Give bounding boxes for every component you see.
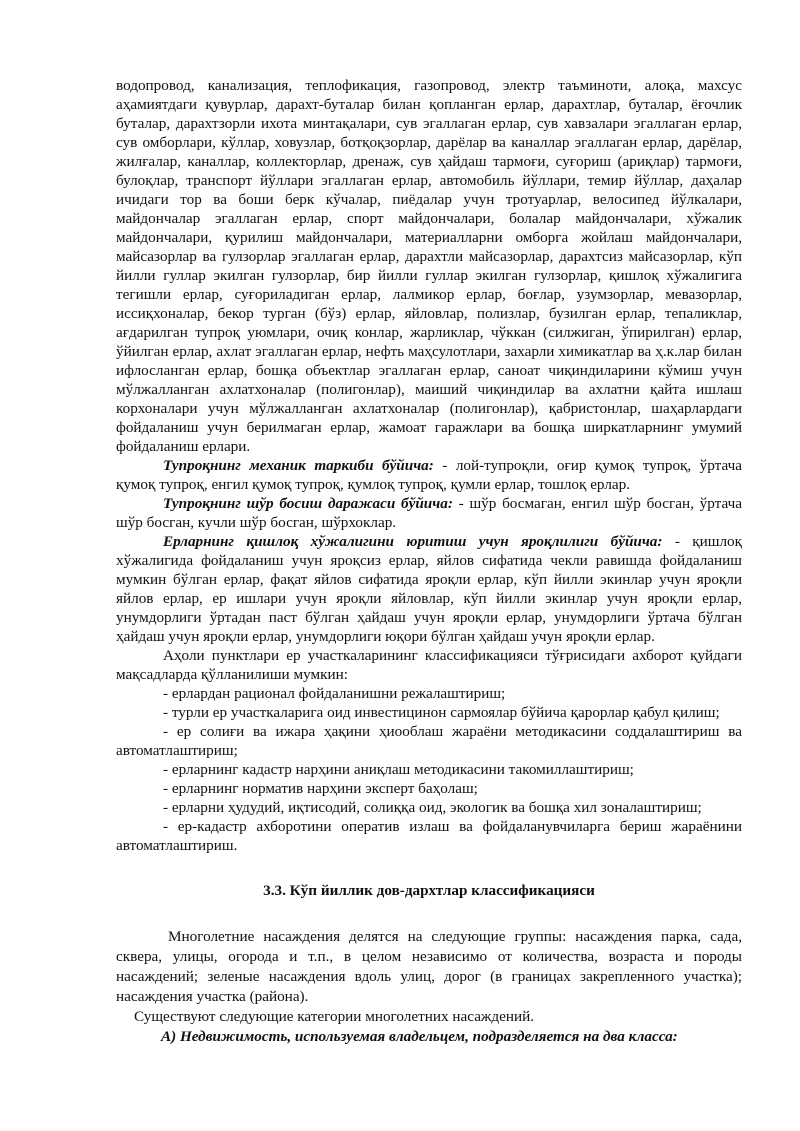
class-mechanical-paragraph	[116, 456, 742, 494]
section-paragraph-3: А) Недвижимость, используемая владельцем, подразделяется на два класса:	[161, 1028, 678, 1045]
usage-item: - ер-кадастр ахборотини оператив излаш ва фойдаланувчиларга бериш жараёнини автоматлаштириш.	[116, 818, 742, 854]
class-suitability-label: Ерларнинг қишлоқ хўжалигини юритиш учун яроқлилиги бўйича:	[163, 533, 663, 550]
usage-item: - ерлардан рационал фойдаланишни режалаштириш;	[163, 685, 506, 702]
class-salinity-label: Тупроқнинг шўр босиш даражаси бўйича:	[163, 495, 453, 512]
usage-item: - ерларнинг норматив нарҳини эксперт баҳолаш;	[163, 780, 478, 797]
class-salinity-paragraph	[116, 494, 742, 532]
class-salinity-text: - шўр босмаган, енгил шўр босган, ўртача шўр босган, кучли шўр босган, шўрхоклар.	[116, 495, 742, 531]
section-heading: 3.3. Кўп йиллик дов-дархтлар классификацияси	[263, 882, 595, 899]
usage-intro: Аҳоли пунктлари ер участкаларининг классификацияси тўғрисидаги ахборот қуйдаги мақсадларда қўлланилиши мумкин:	[116, 647, 742, 683]
document-page	[116, 76, 742, 1047]
class-mechanical-label: Тупроқнинг механик таркиби бўйича:	[163, 457, 434, 474]
class-mechanical-text: - лой-тупроқли, оғир қумоқ тупроқ, ўртача қумоқ тупроқ, енгил қумоқ тупроқ, қумлоқ тупроқ, қумли ерлар, тошлоқ ерлар.	[116, 457, 743, 493]
usage-item: - ер солиғи ва ижара ҳақини ҳиооблаш жараёни методикасини соддалаштириш ва автоматлаштириш;	[116, 723, 742, 759]
intro-paragraph: водопровод, канализация, теплофикация, газопровод, электр таъминоти, алоқа, махсус аҳамиятдаги қувурлар, дарахт-буталар билан қопланган ерлар, дарахтлар, буталар, ёғочлик буталар, дарахтзорли ихота минтақалари, сув эгаллаган ерлар, сув хавзалари эгаллаган ерлар, сув омборлари, кўллар, ховузлар, ботқоқзорлар, дарёлар ва каналлар эгаллаган ерлар, дарёлар, жилғалар, каналлар, коллекторлар, дренаж, сув ҳайдаш тармоғи, суғориш (ариқлар) тармоғи, булоқлар, транспорт йўллари эгаллаган ерлар, автомобиль йўллари, темир йўллар, даҳалар ичидаги тор ва боши берк кўчалар, пиёдалар учун тротуарлар, велосипед йўлкалари, майдончалар эгаллаган ерлар, спорт майдончалари, болалар майдончалари, хўжалик майдончалари, қурилиш майдончалари, материалларни омборга жойлаш майдончалари, майсазорлар ва гулзорлар эгаллаган ерлар, дарахтли майсазорлар, дарахтсиз майсазорлар, кўп йилли гуллар экилган гулзорлар, бир йилли гуллар экилган гулзорлар, қишлоқ хўжалигига тегишли ерлар, суғориладиган ерлар, лалмикор ерлар, боғлар, узумзорлар, мевазорлар, иссиқхоналар, бекор турган (бўз) ерлар, яйловлар, полизлар, бузилган ерлар, тепаликлар, ағдарилган тупроқ уюмлари, очиқ конлар, жарликлар, чўккан (силжиган, ўпирилган) ерлар, ўйилган ерлар, ахлат эгаллаган ерлар, нефть маҳсулотлари, захарли химикатлар ва ҳ.к.лар билан ифлосланган ерлар, бошқа объектлар эгаллаган ерлар, саноат чиқиндиларини кўмиш учун мўлжалланган ахлатхоналар (полигонлар), маиший чиқиндилар ва ахлатни қайта ишлаш корхоналари учун мўлжалланган ахлатхоналар (полигонлар), қабристонлар, шаҳарлардаги фойдаланиш учун берилмаган ерлар, жамоат гаражлари ва бошқа ширкатларнинг умумий фойдаланиш ерлари.	[116, 77, 742, 455]
class-suitability-text: - қишлоқ хўжалигида фойдаланиш учун яроқсиз ерлар, яйлов сифатида чекли равишда фойдаланиш мумкин бўлган ерлар, фақат яйлов сифатида яроқли ерлар, кўп йилли экинлар учун яроқли яйлов ерлар, ер ишлари учун яроқли яйловлар, кўп йилли экинлар учун яроқли ерлар, унумдорлиги ўртадан паст бўлган ҳайдаш учун яроқли ерлар, унумдорлиги ўртача бўлган ҳайдаш учун яроқли ерлар, унумдорлиги юқори бўлган ҳайдаш учун яроқли ерлар.	[116, 533, 743, 645]
section-paragraph-2: Существуют следующие категории многолетних насаждений.	[134, 1008, 535, 1025]
section-paragraph-1: Многолетние насаждения делятся на следующие группы: насаждения парка, сада, сквера, улицы, огорода и т.п., в целом независимо от количества, возраста и породы насаждений; зеленые насаждения вдоль улиц, дорог (в границах закрепленного участка); насаждения участка (района).	[116, 928, 742, 1005]
usage-item: - турли ер участкаларига оид инвестицинон сармоялар бўйича қарорлар қабул қилиш;	[163, 704, 720, 721]
usage-item: - ерларнинг кадастр нарҳини аниқлаш методикасини такомиллаштириш;	[163, 761, 634, 778]
class-suitability-paragraph	[116, 532, 742, 646]
usage-item: - ерларни ҳудудий, иқтисодий, солиққа оид, экологик ва бошқа хил зоналаштириш;	[163, 799, 702, 816]
